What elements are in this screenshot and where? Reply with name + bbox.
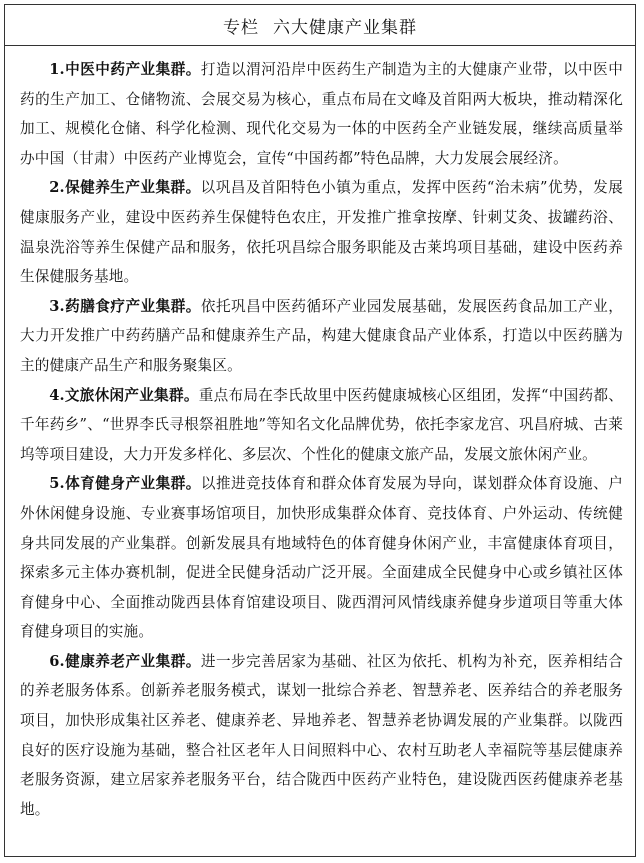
section-3 [20, 292, 623, 381]
section-2-body: 以巩昌及首阳特色小镇为重点，发挥中医药“治未病”优势，发展健康服务产业，建设中医药养生保健特色农庄，开发推广推拿按摩、针刺艾灸、拔罐药浴、温泉洗浴等养生保健产品和服务，依托巩昌综合服务职能及古莱坞项目基础，建设中医药养生保健服务基地。 [20, 179, 623, 286]
section-5-heading: 5.体育健身产业集群。 [49, 475, 201, 493]
section-4 [20, 381, 623, 470]
section-6 [20, 647, 623, 825]
section-5 [20, 469, 623, 647]
section-3-body: 依托巩昌中医药循环产业园发展基础，发展医药食品加工产业，大力开发推广中药药膳产品和健康养生产品，构建大健康食品产业体系，打造以中医药膳为主的健康产品生产和服务聚集区。 [20, 297, 623, 374]
feature-box [4, 4, 636, 857]
section-6-body: 进一步完善居家为基础、社区为依托、机构为补充，医养相结合的养老服务体系。创新养老服务模式，谋划一批综合养老、智慧养老、医养结合的养老服务项目，加快形成集社区养老、健康养老、异地养老、智慧养老协调发展的产业集群。以陇西良好的医疗设施为基础，整合社区老年人日间照料中心、农村互助老人幸福院等基层健康养老服务资源，建立居家养老服务平台，结合陇西中医药产业特色，建设陇西医药健康养老基地。 [20, 652, 623, 818]
section-4-heading: 4.文旅休闲产业集群。 [49, 386, 199, 404]
box-label: 专栏 [223, 17, 259, 38]
section-1 [20, 55, 623, 173]
box-body [5, 46, 635, 824]
section-1-heading: 1.中医中药产业集群。 [49, 61, 201, 78]
section-4-body: 重点布局在李氏故里中医药健康城核心区组团，发挥“中国药都、千年药乡”、“世界李氏寻根祭祖胜地”等知名文化品牌优势，依托李家龙宫、巩昌府城、古莱坞等项目建设，大力开发多样化、多层次、个性化的健康文旅产品，发展文旅休闲产业。 [20, 386, 623, 463]
section-2 [20, 173, 623, 291]
section-1-body: 打造以渭河沿岸中医药生产制造为主的大健康产业带，以中医中药的生产加工、仓储物流、会展交易为核心，重点布局在文峰及首阳两大板块，推动精深化加工、规模化仓储、科学化检测、现代化交易为一体的中医药全产业链发展，继续高质量举办中国（甘肃）中医药产业博览会，宣传“中国药都”特色品牌，大力发展会展经济。 [20, 61, 623, 167]
section-3-heading: 3.药膳食疗产业集群。 [49, 297, 201, 315]
section-5-body: 以推进竞技体育和群众体育发展为导向，谋划群众体育设施、户外休闲健身设施、专业赛事场馆项目，加快形成集群众体育、竞技体育、户外运动、传统健身共同发展的产业集群。创新发展具有地域特色的体育健身休闲产业，丰富健康体育项目，探索多元主体办赛机制，促进全民健身活动广泛开展。全面建成全民健身中心或乡镇社区体育健身中心、全面推动陇西县体育馆建设项目、陇西渭河风情线康养健身步道项目等重大体育健身项目的实施。 [20, 475, 623, 641]
box-title: 六大健康产业集群 [273, 17, 417, 38]
box-header [5, 5, 635, 46]
section-2-heading: 2.保健养生产业集群。 [49, 179, 201, 197]
section-6-heading: 6.健康养老产业集群。 [49, 652, 201, 670]
